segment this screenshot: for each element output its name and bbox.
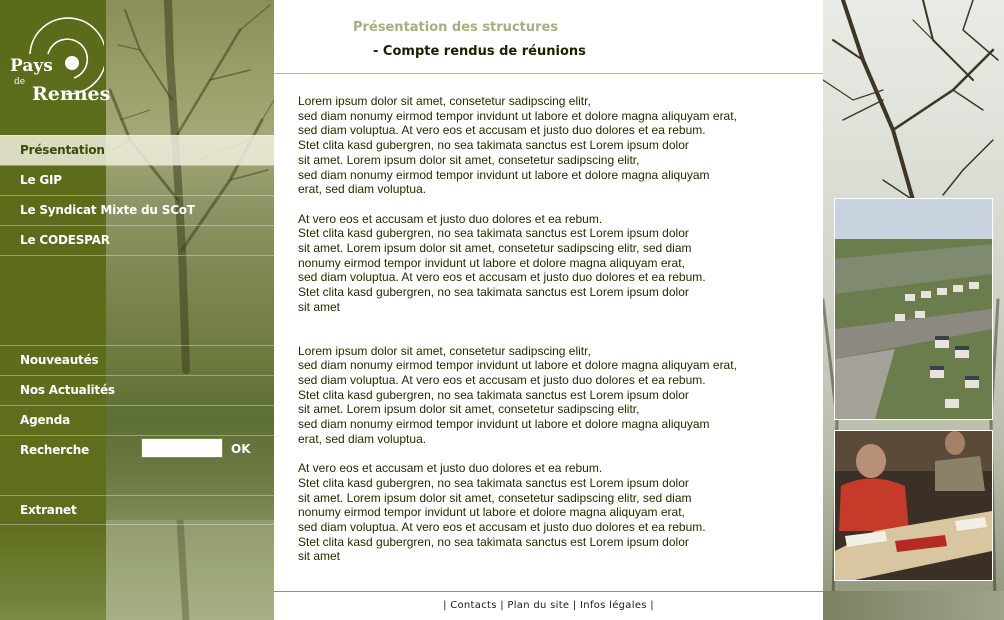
main-content <box>274 0 823 620</box>
footer-link-infos-legales[interactable]: Infos légales <box>580 600 647 611</box>
paragraph: Lorem ipsum dolor sit amet, consetetur sadipscing elitr, sed diam nonumy eirmod tempor invidunt ut labore et dolore magna aliquyam erat, sed diam voluptua. At vero eos et accusam et justo duo dolores et ea rebum. Stet clita kasd gubergren, no sea takimata sanctus est Lorem ipsum dolor sit amet. Lorem ipsum dolor sit amet, consetetur sadipscing elitr, sed diam nonumy eirmod tempor invidunt ut labore et dolore magna aliquyam erat, sed diam voluptua. <box>298 94 737 197</box>
footer-separator: | <box>500 600 504 611</box>
search-ok-button[interactable]: OK <box>231 442 251 456</box>
section-title: Présentation des structures <box>353 20 559 35</box>
search-label: Recherche <box>20 443 90 457</box>
paragraph: At vero eos et accusam et justo duo dolores et ea rebum. Stet clita kasd gubergren, no sea takimata sanctus est Lorem ipsum dolor sit amet. Lorem ipsum dolor sit amet, consetetur sadipscing elitr, sed diam nonumy eirmod tempor invidunt ut labore et dolore magna aliquyam erat, sed diam voluptua. At vero eos et accusam et justo duo dolores et ea rebum. Stet clita kasd gubergren, no sea takimata sanctus est Lorem ipsum dolor sit amet <box>298 461 706 564</box>
nav-item-nouveautes[interactable] <box>0 345 274 375</box>
meeting-photo-image <box>835 431 992 580</box>
nav-item-codespar[interactable] <box>0 225 274 255</box>
footer-links <box>274 600 823 611</box>
pays-de-rennes-logo[interactable] <box>8 14 111 114</box>
logo-text-rennes: Rennes <box>32 83 111 105</box>
nav-label: Le CODESPAR <box>20 233 110 247</box>
search-input[interactable] <box>141 438 223 458</box>
footer-link-plan-du-site[interactable]: Plan du site <box>507 600 570 611</box>
meeting-photo <box>834 430 993 581</box>
footer-separator: | <box>650 600 654 611</box>
nav-item-le-gip[interactable] <box>0 165 274 195</box>
logo-text-de: de <box>14 77 26 87</box>
left-sidebar <box>0 0 274 620</box>
aerial-housing-photo <box>834 198 993 420</box>
page-title: - Compte rendus de réunions <box>373 44 586 59</box>
nav-label: Le GIP <box>20 173 62 187</box>
footer-link-contacts[interactable]: Contacts <box>450 600 497 611</box>
nav-label: Agenda <box>20 413 71 427</box>
footer-separator: | <box>443 600 447 611</box>
aerial-photo-image <box>835 199 992 419</box>
nav-divider <box>0 524 274 525</box>
logo-text-pays: Pays <box>10 56 53 76</box>
nav-item-presentation[interactable] <box>0 135 274 165</box>
nav-item-actualites[interactable] <box>0 375 274 405</box>
nav-label: Présentation <box>20 143 105 157</box>
nav-divider <box>0 255 274 256</box>
nav-label: Nos Actualités <box>20 383 115 397</box>
paragraph: At vero eos et accusam et justo duo dolores et ea rebum. Stet clita kasd gubergren, no sea takimata sanctus est Lorem ipsum dolor sit amet. Lorem ipsum dolor sit amet, consetetur sadipscing elitr, sed diam nonumy eirmod tempor invidunt ut labore et dolore magna aliquyam erat, sed diam voluptua. At vero eos et accusam et justo duo dolores et ea rebum. Stet clita kasd gubergren, no sea takimata sanctus est Lorem ipsum dolor sit amet <box>298 211 706 314</box>
nav-item-syndicat-mixte[interactable] <box>0 195 274 225</box>
nav-item-extranet[interactable] <box>0 495 274 525</box>
article-body <box>298 94 798 579</box>
bottom-band <box>823 591 1004 620</box>
paragraph: Lorem ipsum dolor sit amet, consetetur sadipscing elitr, sed diam nonumy eirmod tempor invidunt ut labore et dolore magna aliquyam erat, sed diam voluptua. At vero eos et accusam et justo duo dolores et ea rebum. Stet clita kasd gubergren, no sea takimata sanctus est Lorem ipsum dolor sit amet. Lorem ipsum dolor sit amet, consetetur sadipscing elitr, sed diam nonumy eirmod tempor invidunt ut labore et dolore magna aliquyam erat, sed diam voluptua. <box>298 343 737 446</box>
nav-label: Nouveautés <box>20 353 99 367</box>
footer-separator: | <box>572 600 577 611</box>
nav-label: Extranet <box>20 503 77 517</box>
header-divider <box>274 73 823 74</box>
footer-divider <box>274 591 823 592</box>
nav-label: Le Syndicat Mixte du SCoT <box>20 203 195 217</box>
nav-item-agenda[interactable] <box>0 405 274 435</box>
